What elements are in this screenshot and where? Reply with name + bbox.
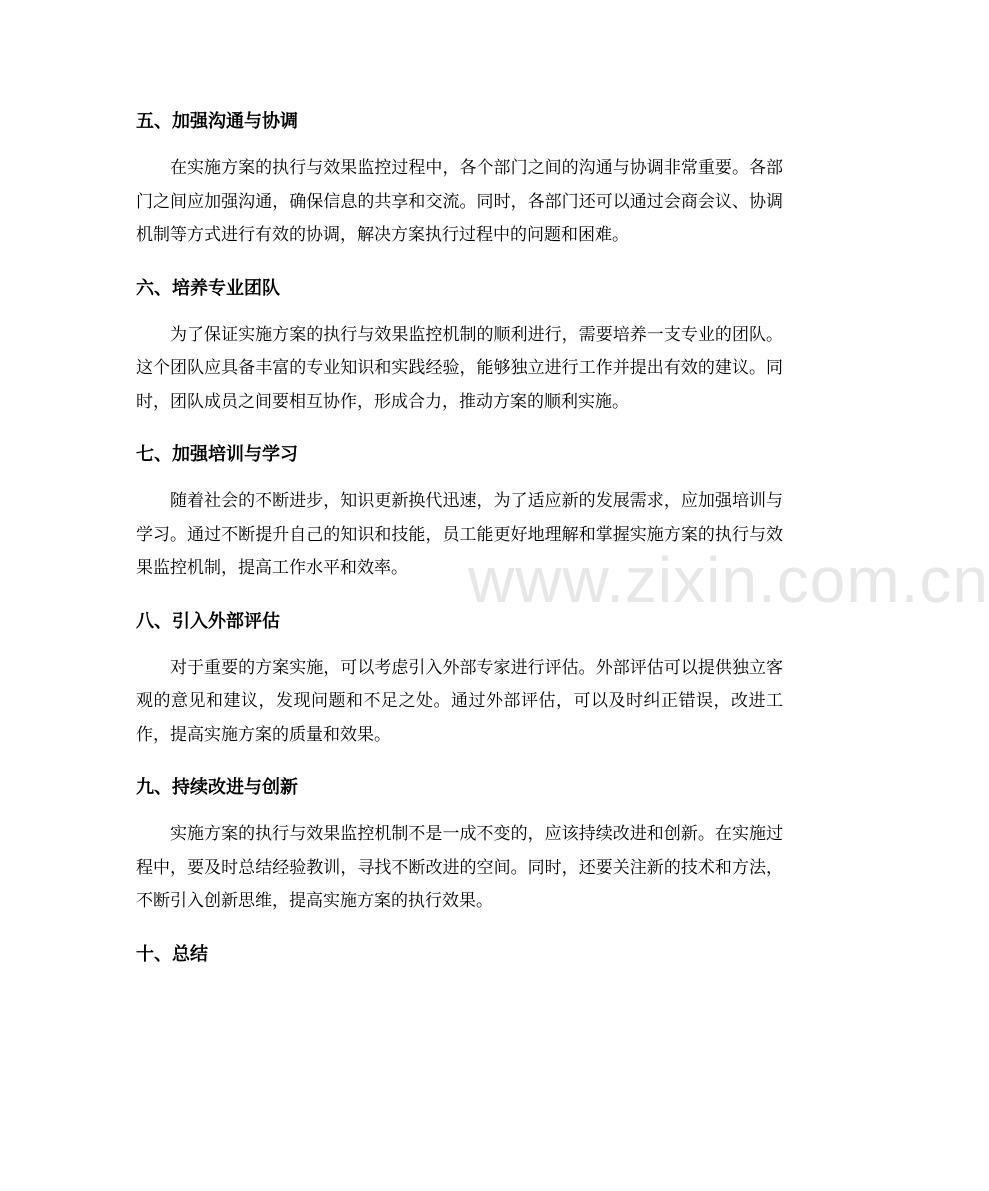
section-5 — [136, 98, 783, 253]
section-paragraph: 随着社会的不断进步，知识更新换代迅速，为了适应新的发展需求，应加强培训与学习。通过不断提升自己的知识和技能，员工能更好地理解和掌握实施方案的执行与效果监控机制，提高工作水平和效率。 — [136, 491, 783, 578]
section-8 — [136, 598, 783, 753]
section-6 — [136, 265, 783, 420]
section-heading: 六、培养专业团队 — [136, 277, 280, 299]
section-paragraph: 在实施方案的执行与效果监控过程中，各个部门之间的沟通与协调非常重要。各部门之间应加强沟通，确保信息的共享和交流。同时，各部门还可以通过会商会议、协调机制等方式进行有效的协调，解决方案执行过程中的问题和困难。 — [136, 158, 783, 245]
section-7 — [136, 431, 783, 586]
section-heading: 五、加强沟通与协调 — [136, 111, 298, 132]
section-10 — [136, 931, 783, 979]
section-heading: 十、总结 — [136, 943, 208, 965]
section-heading: 七、加强培训与学习 — [136, 444, 298, 465]
document-content — [136, 98, 783, 979]
section-heading: 八、引入外部评估 — [136, 610, 280, 632]
section-paragraph: 实施方案的执行与效果监控机制不是一成不变的，应该持续改进和创新。在实施过程中，要及时总结经验教训，寻找不断改进的空间。同时，还要关注新的技术和方法，不断引入创新思维，提高实施方案的执行效果。 — [136, 824, 783, 911]
section-paragraph: 对于重要的方案实施，可以考虑引入外部专家进行评估。外部评估可以提供独立客观的意见和建议，发现问题和不足之处。通过外部评估，可以及时纠正错误，改进工作，提高实施方案的质量和效果。 — [136, 657, 783, 745]
section-heading: 九、持续改进与创新 — [136, 777, 298, 798]
section-9 — [136, 764, 783, 919]
section-paragraph: 为了保证实施方案的执行与效果监控机制的顺利进行，需要培养一支专业的团队。这个团队应具备丰富的专业知识和实践经验，能够独立进行工作并提出有效的建议。同时，团队成员之间要相互协作，形成合力，推动方案的顺利实施。 — [136, 324, 783, 412]
watermark: www.zixin.com.cn — [468, 544, 989, 616]
